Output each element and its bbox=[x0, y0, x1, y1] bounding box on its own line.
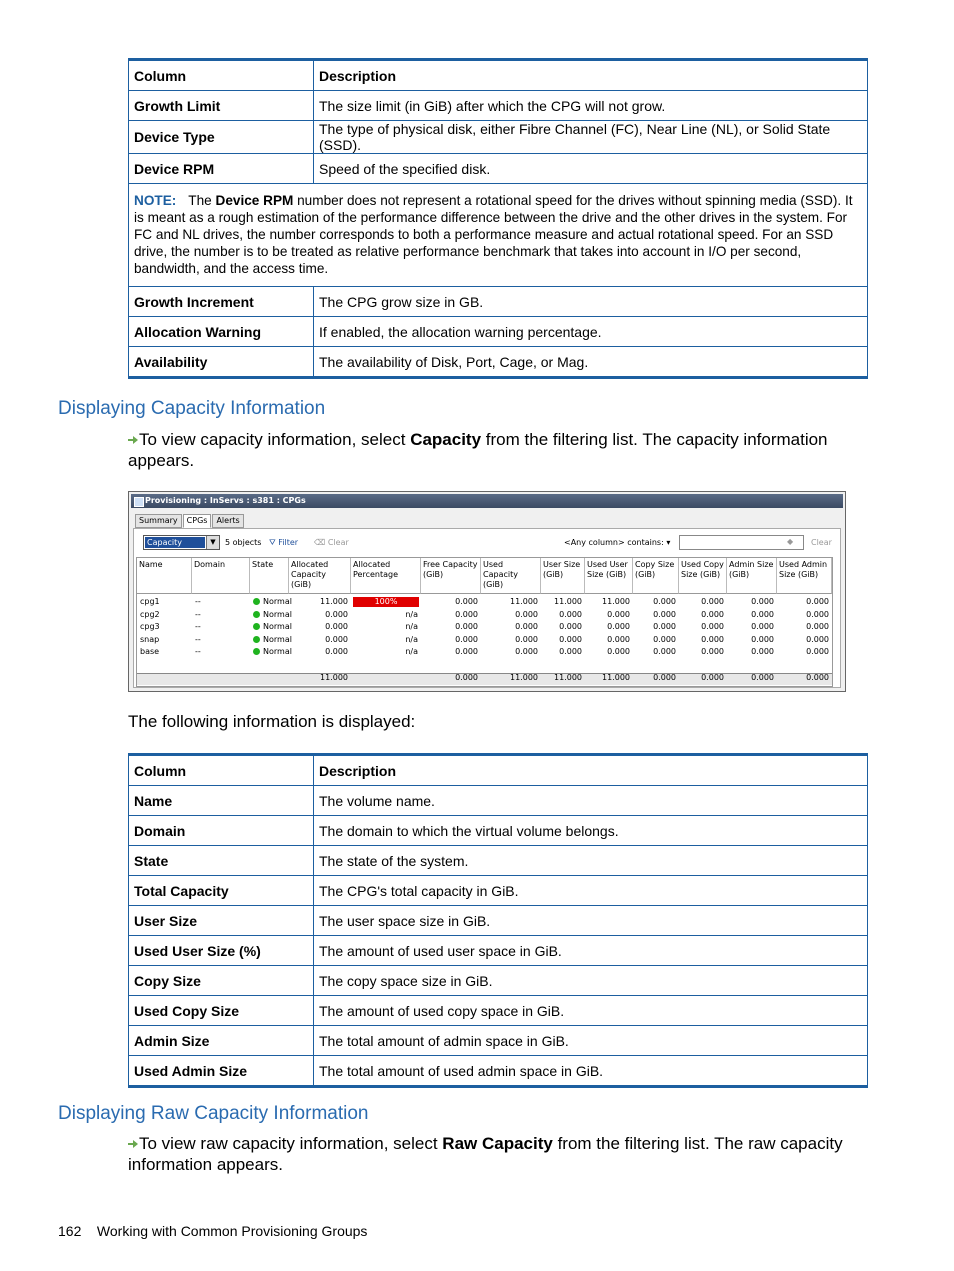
table-row bbox=[129, 317, 868, 347]
grid-cell: 0.000 bbox=[701, 634, 724, 644]
grid-cell: base bbox=[140, 647, 160, 656]
grid-cell: 0.000 bbox=[653, 634, 676, 644]
grid-cell: 0.000 bbox=[559, 634, 582, 644]
column-name: Total Capacity bbox=[129, 876, 314, 906]
column-description: The CPG grow size in GB. bbox=[314, 287, 868, 317]
grid-cell: 0.000 bbox=[806, 647, 829, 656]
state-cell: Normal bbox=[253, 609, 286, 621]
filter-select[interactable]: Capacity ▼ bbox=[143, 535, 220, 550]
tab-summary[interactable]: Summary bbox=[135, 514, 182, 528]
step-arrow-icon bbox=[128, 435, 138, 445]
table-row bbox=[129, 966, 868, 996]
grid-column-header[interactable]: Name bbox=[137, 558, 192, 594]
object-count: 5 objects bbox=[225, 538, 262, 547]
column-description: The size limit (in GiB) after which the CPG will not grow. bbox=[314, 91, 868, 121]
grid-cell: 0.000 bbox=[751, 609, 774, 619]
grid-column-header[interactable]: Allocated Percentage bbox=[351, 558, 421, 594]
grid-cell: 0.000 bbox=[653, 647, 676, 656]
grid-cell: 0.000 bbox=[751, 597, 774, 606]
grid-column-header[interactable]: Domain bbox=[192, 558, 250, 594]
grid-cell: 0.000 bbox=[559, 609, 582, 619]
grid-cell: n/a bbox=[405, 609, 418, 619]
instruction-capacity: To view capacity information, select Capacity from the filtering list. The capacity information appears. bbox=[128, 430, 828, 470]
grid-cell: 0.000 bbox=[559, 647, 582, 656]
table-row bbox=[129, 846, 868, 876]
tab-cpgs[interactable]: CPGs bbox=[183, 514, 212, 528]
grid-cell: 0.000 bbox=[806, 609, 829, 619]
column-name: Growth Limit bbox=[129, 91, 314, 121]
column-name: Name bbox=[129, 786, 314, 816]
column-name: Device Type bbox=[129, 121, 314, 154]
column-name: User Size bbox=[129, 906, 314, 936]
grid-column-header[interactable]: Admin Size (GiB) bbox=[727, 558, 777, 594]
column-description: Description bbox=[314, 755, 868, 786]
grid-cell: cpg3 bbox=[140, 622, 160, 631]
table-row bbox=[129, 936, 868, 966]
grid-cell: 0.000 bbox=[806, 622, 829, 631]
grid-cell: 0.000 bbox=[455, 647, 478, 656]
table-row bbox=[129, 906, 868, 936]
grid-cell: 0.000 bbox=[455, 622, 478, 631]
grid-cell: 0.000 bbox=[607, 609, 630, 619]
grid-cell: 0.000 bbox=[325, 609, 348, 619]
grid-cell: -- bbox=[195, 622, 201, 631]
grid-cell: 0.000 bbox=[701, 597, 724, 606]
clear-search-button[interactable]: Clear bbox=[811, 538, 832, 547]
grid-cell: cpg2 bbox=[140, 609, 160, 619]
table-row bbox=[129, 816, 868, 846]
grid-cell: -- bbox=[195, 609, 201, 619]
grid-column-header[interactable]: Used User Size (GiB) bbox=[585, 558, 633, 594]
column-name: Allocation Warning bbox=[129, 317, 314, 347]
grid-cell: 0.000 bbox=[515, 647, 538, 656]
step-arrow-icon bbox=[128, 1139, 138, 1149]
grid-cell: n/a bbox=[405, 634, 418, 644]
column-description: Speed of the specified disk. bbox=[314, 154, 868, 184]
grid-column-header[interactable]: Used Capacity (GiB) bbox=[481, 558, 541, 594]
search-input[interactable] bbox=[679, 535, 804, 550]
total-cell: 11.000 bbox=[510, 673, 538, 682]
total-cell: 0.000 bbox=[701, 673, 724, 682]
grid-cell: 0.000 bbox=[701, 647, 724, 656]
column-name: Used Copy Size bbox=[129, 996, 314, 1026]
grid-cell: 0.000 bbox=[653, 597, 676, 606]
column-description: The availability of Disk, Port, Cage, or Mag. bbox=[314, 347, 868, 378]
window-icon bbox=[134, 497, 144, 507]
grid-cell: 0.000 bbox=[325, 622, 348, 631]
grid-cell: 0.000 bbox=[455, 597, 478, 606]
search-clear-icon[interactable]: ◆ bbox=[787, 537, 794, 546]
table-row bbox=[129, 347, 868, 378]
table-header-row bbox=[129, 755, 868, 786]
chevron-down-icon: ▾ bbox=[666, 538, 671, 547]
column-description: The amount of used user space in GiB. bbox=[314, 936, 868, 966]
filter-icon: ⛛ bbox=[269, 538, 276, 547]
grid-cell: 0.000 bbox=[806, 597, 829, 606]
screenshot-tabs bbox=[135, 514, 245, 528]
column-name: Copy Size bbox=[129, 966, 314, 996]
status-ok-icon bbox=[253, 623, 260, 630]
column-description: Description bbox=[314, 60, 868, 91]
column-name: Admin Size bbox=[129, 1026, 314, 1056]
note-box: NOTE: The Device RPM number does not represent a rotational speed for the drives without spinning media (SSD). It is meant as a rough estimation of the performance difference between the drive and the other drives in the system. For FC and NL drives, the number corresponds to both a performance measure and actual rotational speed. For an SSD drive, the number is to be treated as relative performance benchmark that takes into account in I/O per second, bandwidth, and the access time. bbox=[129, 184, 868, 287]
grid-column-header[interactable]: Free Capacity (GiB) bbox=[421, 558, 481, 594]
grid-cell: 0.000 bbox=[515, 622, 538, 631]
page-number: 162 bbox=[58, 1223, 82, 1239]
column-description: The copy space size in GiB. bbox=[314, 966, 868, 996]
grid-cell: n/a bbox=[405, 647, 418, 656]
percentage-bar: 100% bbox=[353, 597, 419, 607]
note-row bbox=[129, 184, 868, 287]
total-cell: 11.000 bbox=[554, 673, 582, 682]
column-name: Availability bbox=[129, 347, 314, 378]
table-row bbox=[129, 1056, 868, 1087]
column-description: The total amount of used admin space in GiB. bbox=[314, 1056, 868, 1087]
grid-cell: 0.000 bbox=[607, 647, 630, 656]
grid-column-header[interactable]: Used Copy Size (GiB) bbox=[679, 558, 727, 594]
grid-cell: 0.000 bbox=[607, 622, 630, 631]
grid-cell: 0.000 bbox=[751, 647, 774, 656]
column-description: The state of the system. bbox=[314, 846, 868, 876]
column-name: Column bbox=[129, 755, 314, 786]
grid-cell: 0.000 bbox=[806, 634, 829, 644]
grid-cell: -- bbox=[195, 597, 201, 606]
state-cell: Normal bbox=[253, 646, 286, 658]
grid-cell: 11.000 bbox=[602, 597, 630, 606]
cpg-grid bbox=[136, 557, 833, 687]
total-cell: 0.000 bbox=[806, 673, 829, 682]
column-name: Domain bbox=[129, 816, 314, 846]
total-cell: 11.000 bbox=[602, 673, 630, 682]
section-heading-capacity: Displaying Capacity Information bbox=[58, 398, 326, 419]
column-description: The volume name. bbox=[314, 786, 868, 816]
following-text: The following information is displayed: bbox=[128, 712, 416, 731]
table-row bbox=[129, 287, 868, 317]
grid-cell: 0.000 bbox=[515, 634, 538, 644]
grid-cell: 0.000 bbox=[751, 634, 774, 644]
grid-column-header[interactable]: Allocated Capacity (GiB) bbox=[289, 558, 351, 594]
page-footer bbox=[58, 1223, 367, 1239]
state-cell: Normal bbox=[253, 621, 286, 633]
column-description: The total amount of admin space in GiB. bbox=[314, 1026, 868, 1056]
column-name: Device RPM bbox=[129, 154, 314, 184]
grid-column-header[interactable]: Copy Size (GiB) bbox=[633, 558, 679, 594]
grid-cell: 0.000 bbox=[607, 634, 630, 644]
column-name: Used User Size (%) bbox=[129, 936, 314, 966]
total-cell: 0.000 bbox=[653, 673, 676, 682]
capacity-screenshot bbox=[128, 491, 846, 692]
grid-column-header[interactable]: User Size (GiB) bbox=[541, 558, 585, 594]
grid-cell: n/a bbox=[405, 622, 418, 631]
status-ok-icon bbox=[253, 611, 260, 618]
chevron-down-icon: ▼ bbox=[206, 536, 219, 549]
table-row bbox=[129, 876, 868, 906]
grid-cell: cpg1 bbox=[140, 597, 160, 606]
tab-alerts[interactable]: Alerts bbox=[212, 514, 243, 528]
grid-cell: 0.000 bbox=[653, 622, 676, 631]
any-column-select[interactable]: <Any column> contains: ▾ bbox=[564, 538, 671, 547]
table-header-row bbox=[129, 60, 868, 91]
grid-cell: 0.000 bbox=[325, 634, 348, 644]
grid-cell: 11.000 bbox=[510, 597, 538, 606]
grid-column-header[interactable]: State bbox=[250, 558, 289, 594]
table-row bbox=[129, 154, 868, 184]
grid-cell: -- bbox=[195, 634, 201, 644]
table-row bbox=[129, 121, 868, 154]
grid-cell: 0.000 bbox=[455, 634, 478, 644]
attributes-table bbox=[128, 58, 868, 379]
total-cell: 0.000 bbox=[751, 673, 774, 682]
grid-cell: 0.000 bbox=[653, 609, 676, 619]
clear-link[interactable]: ⌫ Clear bbox=[314, 538, 349, 547]
grid-cell: 11.000 bbox=[320, 597, 348, 606]
grid-cell: 0.000 bbox=[701, 609, 724, 619]
column-description: The user space size in GiB. bbox=[314, 906, 868, 936]
table-row bbox=[129, 786, 868, 816]
grid-cell: 11.000 bbox=[554, 597, 582, 606]
table-row bbox=[129, 1026, 868, 1056]
grid-cell: 0.000 bbox=[515, 609, 538, 619]
column-description: If enabled, the allocation warning percentage. bbox=[314, 317, 868, 347]
grid-cell: -- bbox=[195, 647, 201, 656]
note-label: NOTE: bbox=[134, 193, 177, 208]
clear-icon: ⌫ bbox=[314, 538, 326, 547]
column-description: The amount of used copy space in GiB. bbox=[314, 996, 868, 1026]
state-cell: Normal bbox=[253, 634, 286, 646]
chapter-title: Working with Common Provisioning Groups bbox=[96, 1223, 368, 1239]
status-ok-icon bbox=[253, 598, 260, 605]
grid-column-header[interactable]: Used Admin Size (GiB) bbox=[777, 558, 832, 594]
columns-table bbox=[128, 753, 868, 1088]
total-cell: 11.000 bbox=[320, 673, 348, 682]
grid-cell: snap bbox=[140, 634, 160, 644]
status-ok-icon bbox=[253, 648, 260, 655]
grid-cell: 0.000 bbox=[559, 622, 582, 631]
section-heading-raw-capacity: Displaying Raw Capacity Information bbox=[58, 1103, 369, 1124]
column-name: Growth Increment bbox=[129, 287, 314, 317]
status-ok-icon bbox=[253, 636, 260, 643]
column-name: Column bbox=[129, 60, 314, 91]
grid-cell: 0.000 bbox=[701, 622, 724, 631]
table-row bbox=[129, 91, 868, 121]
total-cell: 0.000 bbox=[455, 673, 478, 682]
grid-cell: 0.000 bbox=[325, 647, 348, 656]
grid-cell: 0.000 bbox=[751, 622, 774, 631]
table-row bbox=[129, 996, 868, 1026]
column-description: The CPG's total capacity in GiB. bbox=[314, 876, 868, 906]
filter-link[interactable]: ⛛ Filter bbox=[269, 538, 299, 547]
column-name: Used Admin Size bbox=[129, 1056, 314, 1087]
instruction-raw-capacity: To view raw capacity information, select Raw Capacity from the filtering list. The raw capacity information appears. bbox=[128, 1134, 843, 1174]
column-description: The type of physical disk, either Fibre Channel (FC), Near Line (NL), or Solid State (SSD). bbox=[314, 121, 868, 154]
column-name: State bbox=[129, 846, 314, 876]
state-cell: Normal bbox=[253, 596, 286, 608]
column-description: The domain to which the virtual volume belongs. bbox=[314, 816, 868, 846]
window-title: Provisioning : InServs : s381 : CPGs bbox=[131, 494, 843, 508]
grid-cell: 0.000 bbox=[455, 609, 478, 619]
